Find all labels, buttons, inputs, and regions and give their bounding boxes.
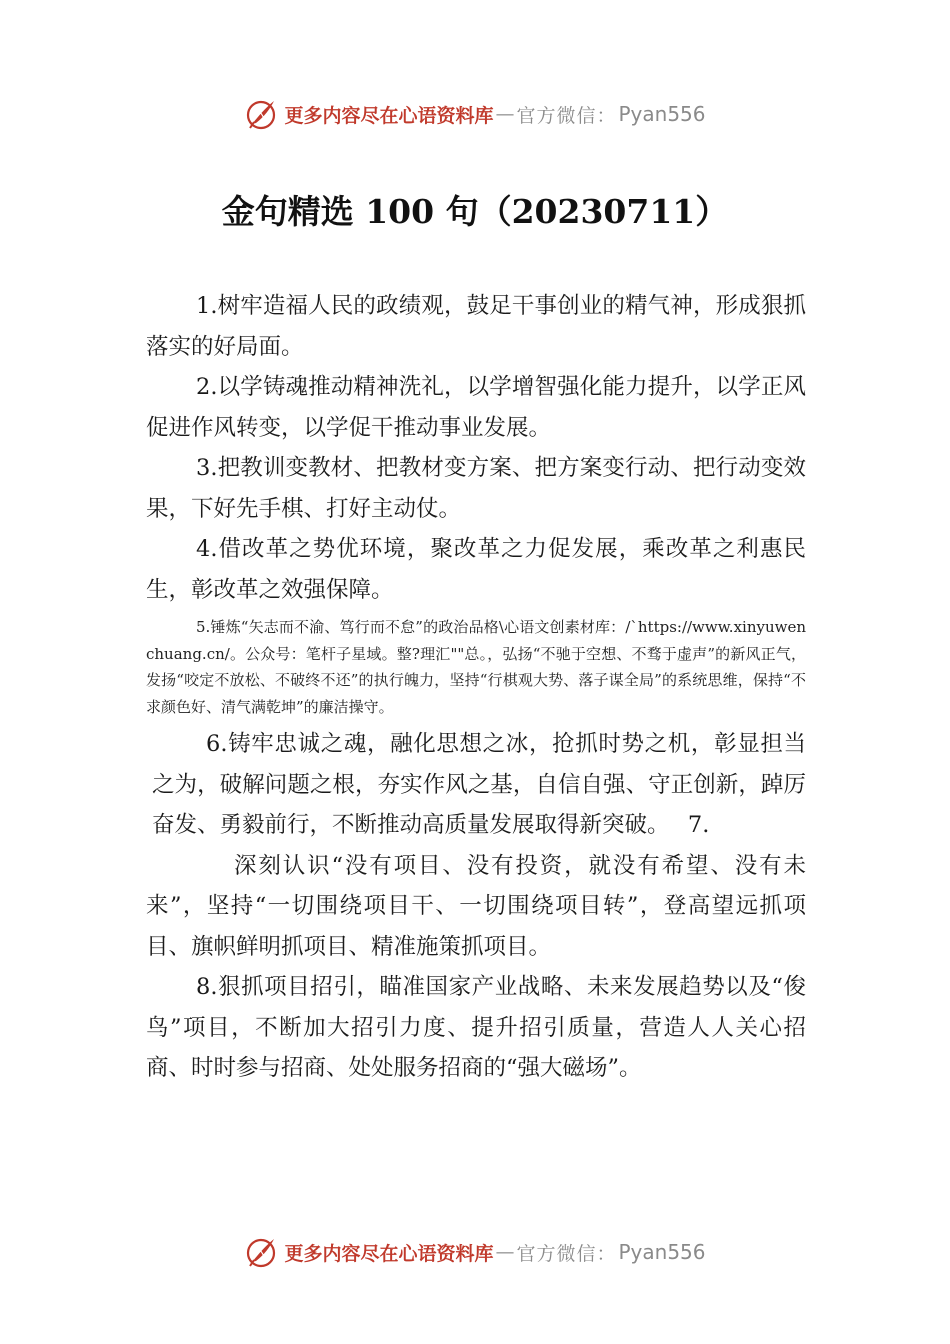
header-banner-wechat-id: Pyan556: [618, 102, 706, 126]
quill-pen-logo-icon: [244, 97, 278, 131]
document-body: [146, 286, 806, 1089]
quill-pen-logo-icon: [244, 1235, 278, 1269]
footer-banner-site-name: 更多内容尽在心语资料库: [284, 1242, 494, 1265]
footer-banner: [0, 1234, 950, 1270]
paragraph-6: 6.铸牢忠诚之魂，融化思想之冰，抢抓时势之机，彰显担当之为，破解问题之根，夯实作风之基，自信自强、守正创新，踔厉奋发、勇毅前行，不断推动高质量发展取得新突破。 7.: [152, 731, 806, 838]
header-banner-wechat-label: 官方微信：: [516, 104, 617, 127]
footer-banner-wechat-id: Pyan556: [618, 1240, 706, 1264]
paragraph-3: 3.把教训变教材、把教材变方案、把方案变行动、把行动变效果，下好先手棋、打好主动仗。: [146, 455, 806, 522]
paragraph-8: 8.狠抓项目招引，瞄准国家产业战略、未来发展趋势以及“俊鸟”项目，不断加大招引力度、提升招引质量，营造人人关心招商、时时参与招商、处处服务招商的“强大磁场”。: [146, 974, 806, 1081]
paragraph-1: 1.树牢造福人民的政绩观，鼓足干事创业的精气神，形成狠抓落实的好局面。: [146, 293, 806, 360]
header-banner-site-name: 更多内容尽在心语资料库: [284, 104, 494, 127]
paragraph-4: 4.借改革之势优环境，聚改革之力促发展，乘改革之利惠民生，彰改革之效强保障。: [146, 536, 806, 603]
header-banner: [0, 96, 950, 132]
header-banner-dash: —: [495, 103, 515, 125]
paragraph-7: 深刻认识“没有项目、没有投资，就没有希望、没有未来”，坚持“一切围绕项目干、一切围绕项目转”，登高望远抓项目、旗帜鲜明抓项目、精准施策抓项目。: [146, 852, 806, 960]
footer-banner-dash: —: [495, 1241, 515, 1263]
paragraph-5: 5.锤炼“矢志而不渝、笃行而不怠”的政治品格\心语文创素材库：/`https://www.xinyuwenchuang.cn/。公众号：笔杆子星域。整?理汇""总。，弘扬“不驰于空想、不骛于虚声”的新风正气，发扬“咬定不放松、不破终不还”的执行魄力，坚持“行棋观大势、落子谋全局”的系统思维，保持“不求颜色好、清气满乾坤”的廉洁操守。: [146, 618, 806, 716]
paragraph-2: 2.以学铸魂推动精神洗礼，以学增智强化能力提升，以学正风促进作风转变，以学促干推动事业发展。: [146, 374, 806, 441]
document-title: 金句精选 100 句（20230711）: [221, 192, 729, 231]
footer-banner-wechat-label: 官方微信：: [516, 1242, 617, 1265]
